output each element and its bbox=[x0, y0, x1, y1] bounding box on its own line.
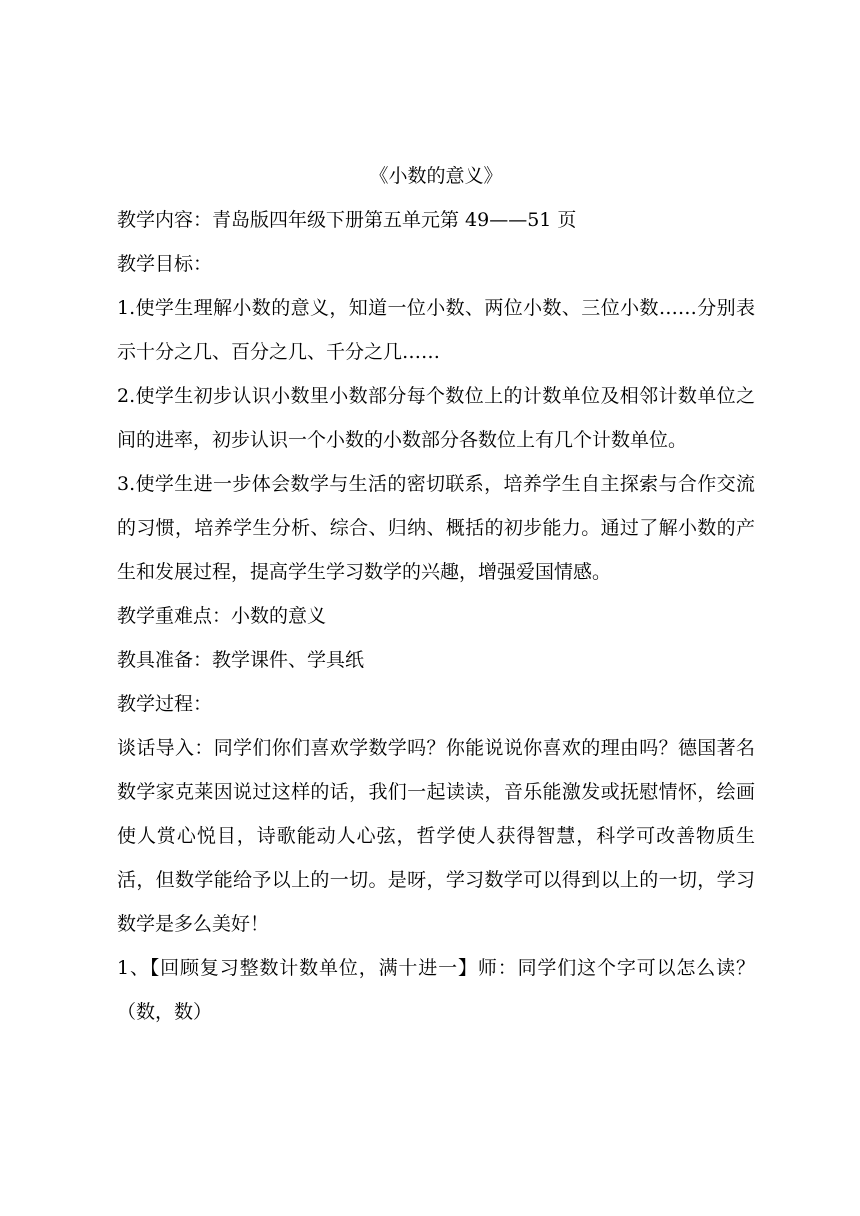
document-body bbox=[117, 154, 755, 1034]
process-heading: 教学过程： bbox=[117, 693, 213, 715]
goal-2: 2.使学生初步认识小数里小数部分每个数位上的计数单位及相邻计数单位之间的进率，初步认识一个小数的小数部分各数位上有几个计数单位。 bbox=[117, 385, 755, 451]
goals-heading: 教学目标： bbox=[117, 253, 213, 275]
teaching-materials: 教具准备：教学课件、学具纸 bbox=[117, 649, 365, 671]
goal-3: 3.使学生进一步体会数学与生活的密切联系，培养学生自主探索与合作交流的习惯，培养学生分析、综合、归纳、概括的初步能力。通过了解小数的产生和发展过程，提高学生学习数学的兴趣，增强爱国情感。 bbox=[117, 473, 755, 583]
key-points: 教学重难点：小数的意义 bbox=[117, 605, 327, 627]
document-title: 《小数的意义》 bbox=[369, 165, 503, 187]
teaching-content: 教学内容：青岛版四年级下册第五单元第 49——51 页 bbox=[117, 209, 577, 231]
goal-1: 1.使学生理解小数的意义，知道一位小数、两位小数、三位小数……分别表示十分之几、百分之几、千分之几…… bbox=[117, 297, 755, 363]
step-1-paragraph: 1、【回顾复习整数计数单位，满十进一】师：同学们这个字可以怎么读？（数，数） bbox=[117, 957, 755, 1023]
intro-paragraph: 谈话导入：同学们你们喜欢学数学吗？你能说说你喜欢的理由吗？德国著名数学家克莱因说过这样的话，我们一起读读，音乐能激发或抚慰情怀，绘画使人赏心悦目，诗歌能动人心弦，哲学使人获得智慧，科学可改善物质生活，但数学能给予以上的一切。是呀，学习数学可以得到以上的一切，学习数学是多么美好！ bbox=[117, 737, 755, 935]
